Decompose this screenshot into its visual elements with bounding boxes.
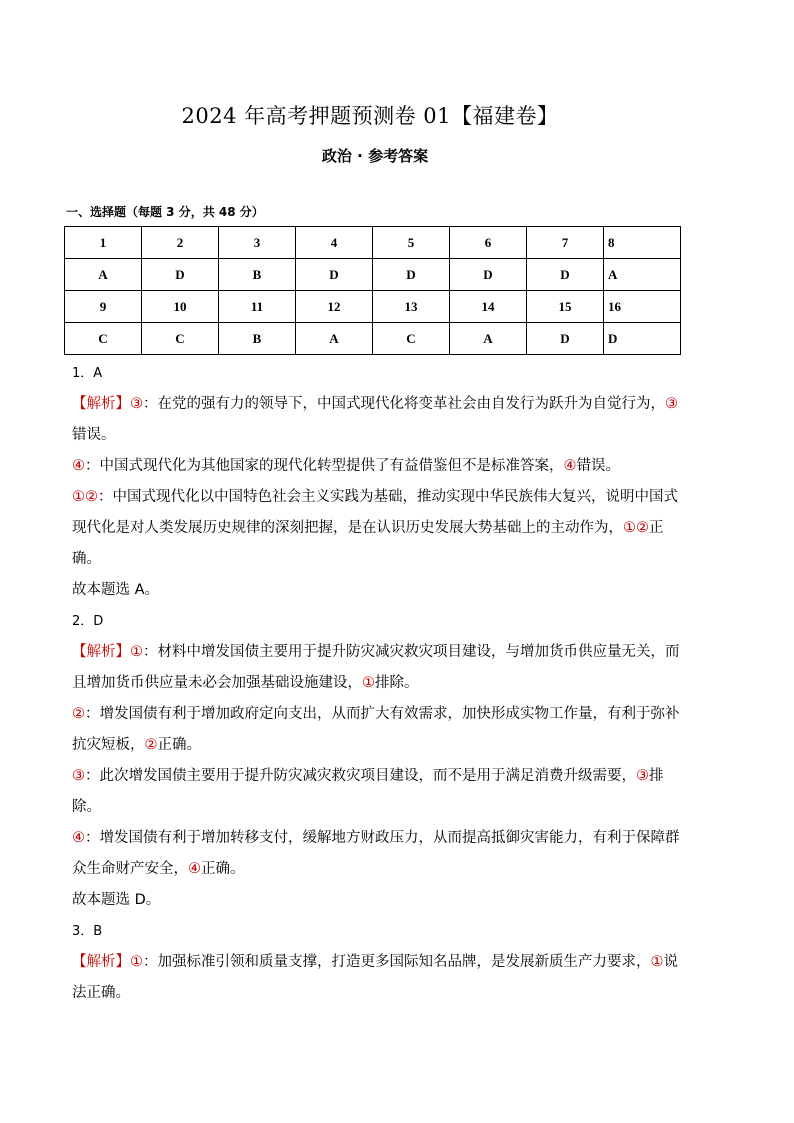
option-marker: ①② <box>72 489 98 505</box>
option-marker: ③ <box>636 768 649 784</box>
explanation-paragraph <box>72 947 686 1009</box>
option-marker: ② <box>144 737 158 753</box>
answer-table-cell: A <box>450 323 527 355</box>
option-marker: ④ <box>72 458 85 474</box>
answer-table-cell: 15 <box>527 291 604 323</box>
verdict-text: 排除。 <box>375 675 419 691</box>
section-heading: 一、选择题（每题 3 分，共 48 分） <box>66 205 264 219</box>
conclusion: 故本题选 D。 <box>72 892 161 908</box>
answer-table-cell: 13 <box>373 291 450 323</box>
explanation-text: ：中国式现代化以中国特色社会主义实践为基础，推动实现中华民族伟大复兴，说明中国式现代化是对人类发展历史规律的深刻把握，是在认识历史发展大势基础上的主动作为， <box>72 489 678 536</box>
answer-table-cell: 12 <box>296 291 373 323</box>
answer-explanations <box>72 358 686 1009</box>
option-marker: ① <box>130 954 143 970</box>
explanation-paragraph <box>72 637 686 699</box>
question-number: 3．B <box>72 924 103 939</box>
answer-table-cell: D <box>373 259 450 291</box>
explanation-text: ：中国式现代化为其他国家的现代化转型提供了有益借鉴但不是标准答案， <box>85 458 564 474</box>
verdict-text: 正确。 <box>157 737 201 753</box>
answer-table-cell: 3 <box>219 227 296 259</box>
analysis-tag: 【解析】 <box>72 954 130 970</box>
answer-table <box>64 226 681 355</box>
option-marker: ①② <box>623 520 649 536</box>
answer-table-cell: 8 <box>604 227 681 259</box>
answer-table-row <box>65 291 681 323</box>
explanation-text: ：在党的强有力的领导下，中国式现代化将变革社会由自发行为跃升为自觉行为， <box>143 396 665 412</box>
answer-table-cell: 5 <box>373 227 450 259</box>
answer-table-cell: A <box>296 323 373 355</box>
verdict-text: 排除。 <box>72 768 664 815</box>
verdict-text: 正确。 <box>72 520 664 567</box>
answer-table-cell: D <box>604 323 681 355</box>
answer-table-cell: 10 <box>142 291 219 323</box>
answer-table-cell: 4 <box>296 227 373 259</box>
answer-table-cell: D <box>450 259 527 291</box>
analysis-tag: 【解析】 <box>72 396 130 412</box>
question-number: 2．D <box>72 614 104 629</box>
answer-table-row <box>65 259 681 291</box>
answer-table-cell: D <box>142 259 219 291</box>
option-marker: ① <box>362 675 375 691</box>
explanation-paragraph <box>72 761 686 823</box>
answer-table-cell: A <box>604 259 681 291</box>
answer-table-cell: D <box>296 259 373 291</box>
answer-table-cell: B <box>219 323 296 355</box>
explanation-text: ：此次增发国债主要用于提升防灾减灾救灾项目建设，而不是用于满足消费升级需要， <box>85 768 636 784</box>
explanation-paragraph <box>72 482 686 575</box>
verdict-text: 错误。 <box>72 427 116 443</box>
answer-table-cell: 11 <box>219 291 296 323</box>
option-marker: ④ <box>188 861 201 877</box>
option-marker: ③ <box>130 396 143 412</box>
answer-table-cell: 1 <box>65 227 142 259</box>
answer-table-cell: 9 <box>65 291 142 323</box>
answer-table-cell: 7 <box>527 227 604 259</box>
answer-table-row <box>65 323 681 355</box>
answer-table-cell: 6 <box>450 227 527 259</box>
explanation-paragraph <box>72 451 686 482</box>
option-marker: ④ <box>72 830 85 846</box>
document-subtitle: 政治 · 参考答案 <box>321 147 429 165</box>
option-marker: ① <box>130 644 143 660</box>
document-title: 2024 年高考押题预测卷 01【福建卷】 <box>181 104 559 128</box>
explanation-text: ：增发国债有利于增加政府定向支出，从而扩大有效需求，加快形成实物工作量，有利于弥补抗灾短板， <box>72 706 680 753</box>
question-number: 1．A <box>72 366 103 381</box>
explanation-text: ：增发国债有利于增加转移支付，缓解地方财政压力，从而提高抵御灾害能力，有利于保障群众生命财产安全， <box>72 830 680 877</box>
answer-table-cell: D <box>527 323 604 355</box>
answer-table-cell: 16 <box>604 291 681 323</box>
answer-table-row <box>65 227 681 259</box>
verdict-text: 正确。 <box>201 861 245 877</box>
verdict-text: 错误。 <box>576 458 620 474</box>
option-marker: ③ <box>72 768 85 784</box>
explanation-paragraph <box>72 699 686 761</box>
option-marker: ② <box>72 706 85 722</box>
answer-table-cell: C <box>373 323 450 355</box>
explanation-paragraph <box>72 389 686 451</box>
explanation-text: ：材料中增发国债主要用于提升防灾减灾救灾项目建设，与增加货币供应量无关，而且增加货币供应量未必会加强基础设施建设， <box>72 644 680 691</box>
answer-table-cell: 2 <box>142 227 219 259</box>
verdict-text: 说法正确。 <box>72 954 678 1001</box>
answer-table-cell: B <box>219 259 296 291</box>
answer-table-cell: 14 <box>450 291 527 323</box>
answer-table-cell: A <box>65 259 142 291</box>
explanation-text: ：加强标准引领和质量支撑，打造更多国际知名品牌，是发展新质生产力要求， <box>143 954 651 970</box>
option-marker: ④ <box>563 458 577 474</box>
option-marker: ③ <box>665 396 678 412</box>
answer-table-cell: D <box>527 259 604 291</box>
analysis-tag: 【解析】 <box>72 644 130 660</box>
answer-table-cell: C <box>65 323 142 355</box>
answer-table-cell: C <box>142 323 219 355</box>
conclusion: 故本题选 A。 <box>72 582 160 598</box>
option-marker: ① <box>650 954 664 970</box>
explanation-paragraph <box>72 823 686 885</box>
